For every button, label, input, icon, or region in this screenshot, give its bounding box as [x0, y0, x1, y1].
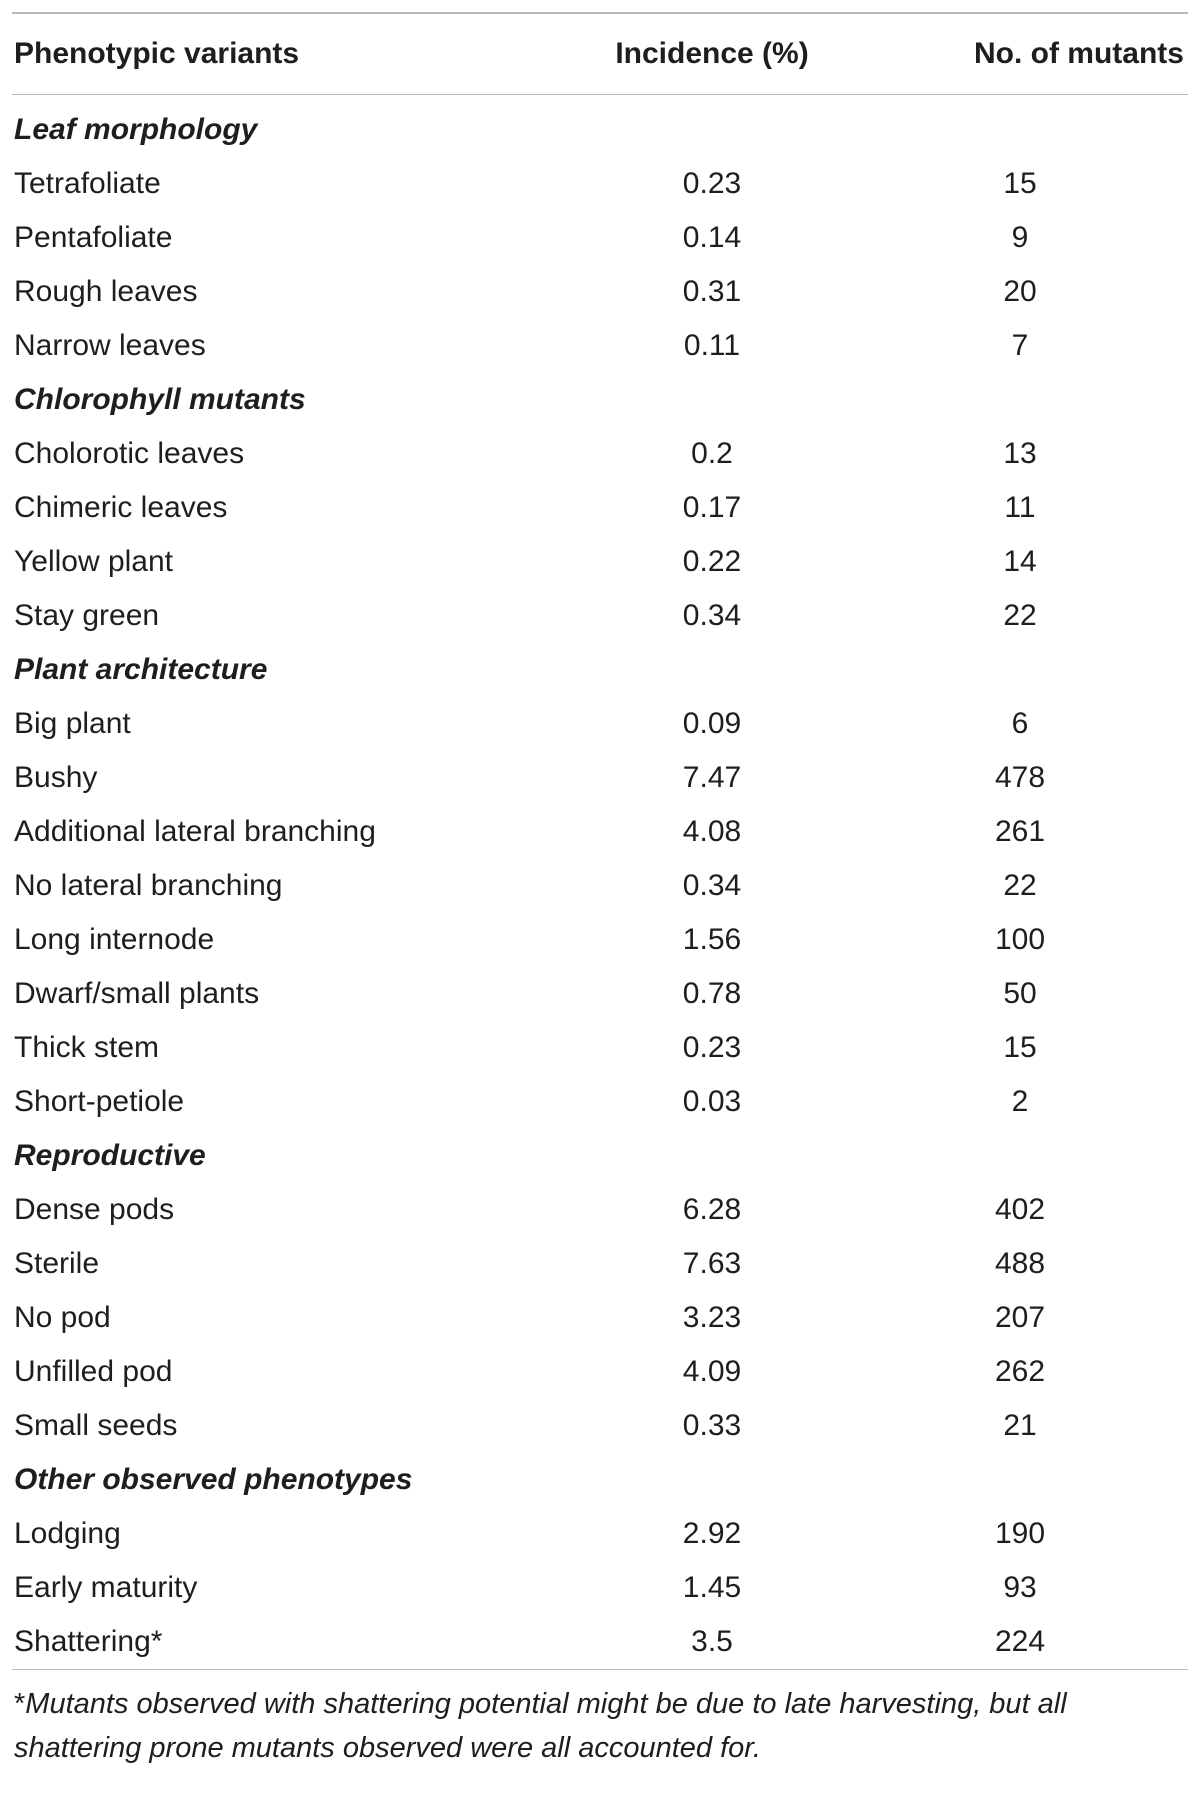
mutants-cell: 2 [1011, 1085, 1029, 1118]
incidence-cell: 0.23 [682, 167, 742, 200]
table-header-row [12, 14, 1188, 94]
section-title: Plant architecture [14, 653, 268, 686]
table-row [12, 913, 1188, 967]
incidence-cell: 1.45 [682, 1571, 742, 1604]
variant-cell: No pod [14, 1301, 111, 1334]
incidence-cell: 4.08 [682, 815, 742, 848]
table-row [12, 535, 1188, 589]
header-rule [12, 94, 1188, 95]
mutants-cell: 207 [994, 1301, 1046, 1334]
variant-cell: Sterile [14, 1247, 100, 1280]
table-body [12, 103, 1188, 1669]
mutants-cell: 488 [994, 1247, 1046, 1280]
table-row [12, 427, 1188, 481]
mutants-cell: 261 [994, 815, 1046, 848]
mutants-cell: 13 [1003, 437, 1037, 470]
section-title: Chlorophyll mutants [14, 383, 306, 416]
mutants-cell: 478 [994, 761, 1046, 794]
variant-cell: Stay green [14, 599, 160, 632]
variant-cell: Bushy [14, 761, 98, 794]
mutants-cell: 190 [994, 1517, 1046, 1550]
variant-cell: Unfilled pod [14, 1355, 173, 1388]
incidence-cell: 0.33 [682, 1409, 742, 1442]
mutants-cell: 93 [1003, 1571, 1037, 1604]
mutants-cell: 15 [1003, 1031, 1037, 1064]
section-row [12, 103, 1188, 157]
section-title: Leaf morphology [14, 113, 258, 146]
section-row [12, 643, 1188, 697]
table-row [12, 751, 1188, 805]
footnote-marker: * [14, 1688, 26, 1720]
variant-cell: No lateral branching [14, 869, 283, 902]
table-row [12, 1507, 1188, 1561]
incidence-cell: 0.03 [682, 1085, 742, 1118]
variant-cell: Pentafoliate [14, 221, 173, 254]
incidence-cell: 0.11 [683, 329, 741, 362]
table-row [12, 1237, 1188, 1291]
mutants-cell: 100 [994, 923, 1046, 956]
header-incidence: Incidence (%) [615, 37, 809, 70]
incidence-cell: 2.92 [682, 1517, 742, 1550]
table-row [12, 1615, 1188, 1669]
variant-cell: Shattering* [14, 1625, 163, 1658]
mutants-cell: 22 [1003, 869, 1037, 902]
mutants-cell: 9 [1011, 221, 1029, 254]
incidence-cell: 1.56 [682, 923, 742, 956]
mutants-cell: 262 [994, 1355, 1046, 1388]
header-no-of-mutants: No. of mutants [974, 37, 1184, 70]
incidence-cell: 0.34 [682, 599, 742, 632]
table-row [12, 319, 1188, 373]
mutants-cell: 7 [1011, 329, 1029, 362]
table-row [12, 157, 1188, 211]
incidence-cell: 0.14 [682, 221, 742, 254]
section-row [12, 1453, 1188, 1507]
table-row [12, 1075, 1188, 1129]
incidence-cell: 7.47 [682, 761, 742, 794]
table-row [12, 1021, 1188, 1075]
table-row [12, 1399, 1188, 1453]
variant-cell: Thick stem [14, 1031, 160, 1064]
table-row [12, 805, 1188, 859]
table-footnote [12, 1670, 1188, 1770]
section-title: Reproductive [14, 1139, 206, 1172]
incidence-cell: 7.63 [682, 1247, 742, 1280]
variant-cell: Narrow leaves [14, 329, 206, 362]
table-row [12, 211, 1188, 265]
variant-cell: Tetrafoliate [14, 167, 161, 200]
incidence-cell: 3.5 [691, 1625, 733, 1658]
incidence-cell: 0.17 [682, 491, 742, 524]
table-row [12, 967, 1188, 1021]
mutants-cell: 224 [994, 1625, 1046, 1658]
header-phenotypic-variants: Phenotypic variants [14, 37, 300, 70]
table-row [12, 697, 1188, 751]
variant-cell: Chimeric leaves [14, 491, 228, 524]
incidence-cell: 0.22 [682, 545, 742, 578]
variant-cell: Dwarf/small plants [14, 977, 260, 1010]
mutants-cell: 402 [994, 1193, 1046, 1226]
table-row [12, 1561, 1188, 1615]
phenotype-table [12, 12, 1188, 1770]
table-row [12, 481, 1188, 535]
variant-cell: Early maturity [14, 1571, 198, 1604]
mutants-cell: 14 [1003, 545, 1037, 578]
incidence-cell: 4.09 [682, 1355, 742, 1388]
footnote-text: Mutants observed with shattering potential might be due to late harvesting, but all shattering prone mutants observed were all accounted for. [14, 1688, 1067, 1764]
table-row [12, 1183, 1188, 1237]
variant-cell: Cholorotic leaves [14, 437, 245, 470]
mutants-cell: 22 [1003, 599, 1037, 632]
mutants-cell: 21 [1003, 1409, 1037, 1442]
section-row [12, 373, 1188, 427]
variant-cell: Short-petiole [14, 1085, 185, 1118]
incidence-cell: 0.78 [682, 977, 742, 1010]
table-row [12, 589, 1188, 643]
section-title: Other observed phenotypes [14, 1463, 413, 1496]
table-row [12, 1291, 1188, 1345]
incidence-cell: 0.2 [691, 437, 733, 470]
table-row [12, 1345, 1188, 1399]
variant-cell: Yellow plant [14, 545, 174, 578]
incidence-cell: 0.34 [682, 869, 742, 902]
variant-cell: Small seeds [14, 1409, 178, 1442]
variant-cell: Dense pods [14, 1193, 175, 1226]
variant-cell: Additional lateral branching [14, 815, 376, 848]
variant-cell: Long internode [14, 923, 215, 956]
variant-cell: Lodging [14, 1517, 121, 1550]
mutants-cell: 50 [1003, 977, 1037, 1010]
incidence-cell: 0.23 [682, 1031, 742, 1064]
section-row [12, 1129, 1188, 1183]
mutants-cell: 11 [1004, 491, 1036, 524]
table-row [12, 859, 1188, 913]
incidence-cell: 6.28 [682, 1193, 742, 1226]
table-row [12, 265, 1188, 319]
mutants-cell: 15 [1003, 167, 1037, 200]
incidence-cell: 3.23 [682, 1301, 742, 1334]
mutants-cell: 20 [1003, 275, 1037, 308]
variant-cell: Rough leaves [14, 275, 198, 308]
mutants-cell: 6 [1011, 707, 1029, 740]
variant-cell: Big plant [14, 707, 131, 740]
incidence-cell: 0.31 [682, 275, 742, 308]
incidence-cell: 0.09 [682, 707, 742, 740]
